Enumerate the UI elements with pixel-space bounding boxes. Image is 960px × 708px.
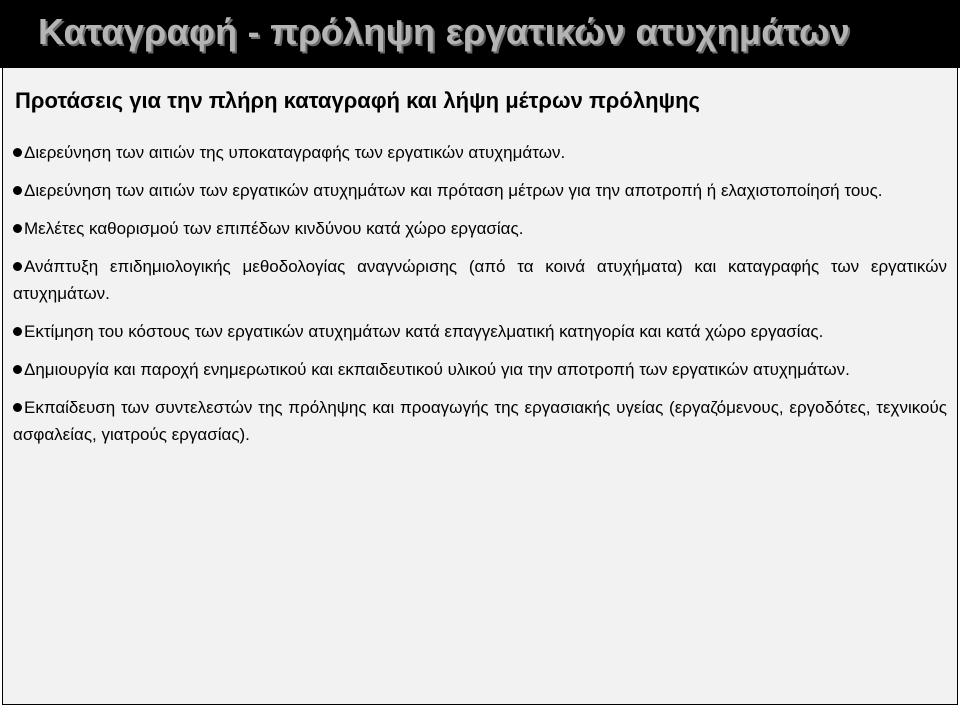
slide-title: Καταγραφή - πρόληψη εργατικών ατυχημάτων [38, 11, 851, 52]
list-item-text: Εκπαίδευση των συντελεστών της πρόληψης και προαγωγής της εργασιακής υγείας (εργαζόμενους, εργοδότες, τεχνικούς ασφαλείας, γιατρούς εργασίας). [13, 398, 947, 444]
section-heading: Προτάσεις για την πλήρη καταγραφή και λήψη μέτρων πρόληψης [15, 88, 700, 113]
list-item [13, 356, 947, 383]
list-item-text: Μελέτες καθορισμού των επιπέδων κινδύνου κατά χώρο εργασίας. [24, 219, 524, 238]
list-item-text: Ανάπτυξη επιδημιολογικής μεθοδολογίας αναγνώρισης (από τα κοινά ατυχήματα) και καταγραφής των εργατικών ατυχημάτων. [13, 257, 947, 303]
bullet-dot-icon [13, 262, 22, 271]
title-bar [0, 0, 960, 68]
list-item [13, 253, 947, 307]
bullet-dot-icon [13, 224, 22, 233]
content-panel [2, 68, 958, 705]
list-item-text: Εκτίμηση του κόστους των εργατικών ατυχημάτων κατά επαγγελματική κατηγορία και κατά χώρο εργασίας. [24, 322, 824, 341]
bullet-dot-icon [13, 148, 22, 157]
bullet-dot-icon [13, 403, 22, 412]
list-item [13, 318, 947, 345]
list-item-text: Διερεύνηση των αιτιών της υποκαταγραφής των εργατικών ατυχημάτων. [24, 143, 566, 162]
list-item-text: Δημιουργία και παροχή ενημερωτικού και εκπαιδευτικού υλικού για την αποτροπή των εργατικών ατυχημάτων. [24, 360, 850, 379]
list-item [13, 394, 947, 448]
list-item [13, 139, 947, 166]
list-item [13, 177, 947, 204]
bullet-dot-icon [13, 186, 22, 195]
list-item-text: Διερεύνηση των αιτιών των εργατικών ατυχημάτων και πρόταση μέτρων για την αποτροπή ή ελαχιστοποίησή τους. [24, 181, 883, 200]
bullet-dot-icon [13, 365, 22, 374]
list-item [13, 215, 947, 242]
bullet-list [13, 139, 947, 459]
bullet-dot-icon [13, 327, 22, 336]
